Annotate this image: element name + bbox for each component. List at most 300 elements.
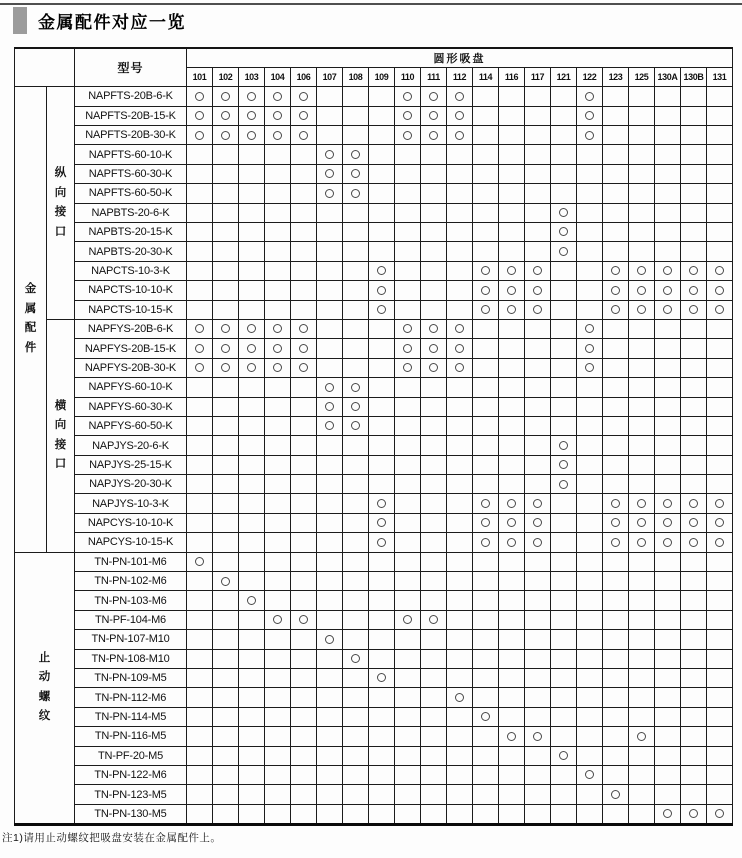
- mark-cell-117: [525, 242, 551, 261]
- mark-cell-104: [265, 126, 291, 145]
- mark-cell-107: [317, 223, 343, 242]
- mark-cell-114: [473, 436, 499, 455]
- mark-cell-131: [707, 494, 733, 513]
- table-row: [15, 746, 733, 765]
- column-header-106: 106: [291, 67, 317, 86]
- model-cell: NAPFYS-20B-6-K: [75, 319, 187, 338]
- mark-cell-109: [369, 397, 395, 416]
- mark-cell-131: [707, 378, 733, 397]
- circle-mark-icon: [611, 499, 620, 508]
- mark-cell-101: [187, 746, 213, 765]
- mark-cell-116: [499, 378, 525, 397]
- mark-cell-103: [239, 106, 265, 125]
- mark-cell-101: [187, 87, 213, 106]
- circle-mark-icon: [299, 344, 308, 353]
- fitting-matrix-table-wrap: [14, 47, 733, 826]
- model-cell: TN-PN-130-M5: [75, 804, 187, 824]
- mark-cell-130A: [655, 184, 681, 203]
- mark-cell-112: [447, 126, 473, 145]
- mark-cell-107: [317, 552, 343, 571]
- mark-cell-108: [343, 513, 369, 532]
- circle-mark-icon: [377, 305, 386, 314]
- mark-cell-111: [421, 727, 447, 746]
- mark-cell-122: [577, 145, 603, 164]
- circle-mark-icon: [585, 344, 594, 353]
- mark-cell-116: [499, 746, 525, 765]
- mark-cell-131: [707, 746, 733, 765]
- mark-cell-109: [369, 804, 395, 824]
- mark-cell-104: [265, 145, 291, 164]
- circle-mark-icon: [273, 344, 282, 353]
- subgroup-label-char: 接: [54, 438, 67, 451]
- mark-cell-125: [629, 164, 655, 183]
- mark-cell-103: [239, 164, 265, 183]
- mark-cell-109: [369, 184, 395, 203]
- table-row: [15, 106, 733, 125]
- mark-cell-121: [551, 455, 577, 474]
- mark-cell-121: [551, 804, 577, 824]
- mark-cell-109: [369, 145, 395, 164]
- circle-mark-icon: [351, 654, 360, 663]
- mark-cell-130B: [681, 164, 707, 183]
- mark-cell-121: [551, 669, 577, 688]
- mark-cell-110: [395, 126, 421, 145]
- mark-cell-104: [265, 455, 291, 474]
- mark-cell-112: [447, 727, 473, 746]
- circle-mark-icon: [585, 324, 594, 333]
- circle-mark-icon: [195, 344, 204, 353]
- table-row: [15, 242, 733, 261]
- circle-mark-icon: [273, 324, 282, 333]
- mark-cell-104: [265, 707, 291, 726]
- mark-cell-112: [447, 203, 473, 222]
- mark-cell-130B: [681, 87, 707, 106]
- mark-cell-130A: [655, 552, 681, 571]
- mark-cell-112: [447, 378, 473, 397]
- mark-cell-130A: [655, 87, 681, 106]
- circle-mark-icon: [507, 538, 516, 547]
- mark-cell-114: [473, 455, 499, 474]
- mark-cell-125: [629, 300, 655, 319]
- mark-cell-103: [239, 242, 265, 261]
- mark-cell-131: [707, 87, 733, 106]
- mark-cell-112: [447, 339, 473, 358]
- circle-mark-icon: [455, 92, 464, 101]
- mark-cell-107: [317, 494, 343, 513]
- mark-cell-121: [551, 475, 577, 494]
- mark-cell-109: [369, 649, 395, 668]
- mark-cell-122: [577, 533, 603, 552]
- mark-cell-112: [447, 533, 473, 552]
- circle-mark-icon: [403, 92, 412, 101]
- mark-cell-102: [213, 765, 239, 784]
- circle-mark-icon: [663, 305, 672, 314]
- mark-cell-101: [187, 164, 213, 183]
- mark-cell-108: [343, 785, 369, 804]
- mark-cell-131: [707, 358, 733, 377]
- mark-cell-104: [265, 184, 291, 203]
- mark-cell-121: [551, 610, 577, 629]
- group-label-char: 动: [38, 671, 51, 684]
- mark-cell-130B: [681, 804, 707, 824]
- table-row: [15, 164, 733, 183]
- mark-cell-130A: [655, 688, 681, 707]
- mark-cell-122: [577, 281, 603, 300]
- mark-cell-107: [317, 475, 343, 494]
- mark-cell-121: [551, 707, 577, 726]
- mark-cell-122: [577, 572, 603, 591]
- mark-cell-107: [317, 746, 343, 765]
- mark-cell-116: [499, 804, 525, 824]
- mark-cell-104: [265, 785, 291, 804]
- mark-cell-103: [239, 572, 265, 591]
- table-row: [15, 436, 733, 455]
- mark-cell-117: [525, 126, 551, 145]
- mark-cell-121: [551, 339, 577, 358]
- mark-cell-109: [369, 436, 395, 455]
- mark-cell-125: [629, 339, 655, 358]
- mark-cell-116: [499, 688, 525, 707]
- table-row: [15, 610, 733, 629]
- mark-cell-102: [213, 513, 239, 532]
- mark-cell-111: [421, 591, 447, 610]
- mark-cell-110: [395, 513, 421, 532]
- mark-cell-112: [447, 242, 473, 261]
- mark-cell-110: [395, 785, 421, 804]
- mark-cell-112: [447, 552, 473, 571]
- circle-mark-icon: [429, 131, 438, 140]
- mark-cell-131: [707, 281, 733, 300]
- mark-cell-114: [473, 765, 499, 784]
- circle-mark-icon: [533, 305, 542, 314]
- mark-cell-125: [629, 436, 655, 455]
- mark-cell-109: [369, 455, 395, 474]
- mark-cell-117: [525, 339, 551, 358]
- mark-cell-110: [395, 281, 421, 300]
- mark-cell-116: [499, 223, 525, 242]
- mark-cell-107: [317, 397, 343, 416]
- mark-cell-121: [551, 572, 577, 591]
- mark-cell-125: [629, 223, 655, 242]
- mark-cell-117: [525, 203, 551, 222]
- mark-cell-114: [473, 416, 499, 435]
- mark-cell-101: [187, 300, 213, 319]
- mark-cell-125: [629, 669, 655, 688]
- mark-cell-130B: [681, 145, 707, 164]
- table-row: [15, 630, 733, 649]
- column-header-130A: 130A: [655, 67, 681, 86]
- mark-cell-110: [395, 475, 421, 494]
- mark-cell-104: [265, 106, 291, 125]
- mark-cell-101: [187, 416, 213, 435]
- mark-cell-101: [187, 572, 213, 591]
- table-row: [15, 552, 733, 571]
- mark-cell-111: [421, 397, 447, 416]
- mark-cell-107: [317, 610, 343, 629]
- mark-cell-123: [603, 281, 629, 300]
- circle-mark-icon: [247, 596, 256, 605]
- mark-cell-101: [187, 591, 213, 610]
- mark-cell-111: [421, 746, 447, 765]
- mark-cell-125: [629, 785, 655, 804]
- mark-cell-114: [473, 358, 499, 377]
- mark-cell-102: [213, 126, 239, 145]
- mark-cell-123: [603, 203, 629, 222]
- mark-cell-117: [525, 727, 551, 746]
- mark-cell-104: [265, 281, 291, 300]
- column-header-110: 110: [395, 67, 421, 86]
- mark-cell-131: [707, 223, 733, 242]
- mark-cell-106: [291, 649, 317, 668]
- table-row: [15, 649, 733, 668]
- mark-cell-130B: [681, 649, 707, 668]
- mark-cell-122: [577, 184, 603, 203]
- mark-cell-116: [499, 765, 525, 784]
- circle-mark-icon: [689, 809, 698, 818]
- mark-cell-112: [447, 184, 473, 203]
- model-cell: NAPJYS-20-30-K: [75, 475, 187, 494]
- mark-cell-109: [369, 203, 395, 222]
- mark-cell-130B: [681, 397, 707, 416]
- model-cell: TN-PF-20-M5: [75, 746, 187, 765]
- circle-mark-icon: [663, 518, 672, 527]
- mark-cell-101: [187, 513, 213, 532]
- subgroup-label-char: 横: [54, 399, 67, 412]
- mark-cell-123: [603, 184, 629, 203]
- mark-cell-123: [603, 727, 629, 746]
- mark-cell-116: [499, 513, 525, 532]
- mark-cell-130B: [681, 669, 707, 688]
- mark-cell-122: [577, 358, 603, 377]
- mark-cell-110: [395, 552, 421, 571]
- circle-mark-icon: [195, 131, 204, 140]
- mark-cell-114: [473, 610, 499, 629]
- mark-cell-130B: [681, 300, 707, 319]
- column-header-111: 111: [421, 67, 447, 86]
- circle-mark-icon: [299, 615, 308, 624]
- mark-cell-121: [551, 358, 577, 377]
- mark-cell-125: [629, 106, 655, 125]
- mark-cell-108: [343, 416, 369, 435]
- mark-cell-117: [525, 164, 551, 183]
- mark-cell-108: [343, 727, 369, 746]
- mark-cell-121: [551, 649, 577, 668]
- mark-cell-107: [317, 513, 343, 532]
- mark-cell-111: [421, 630, 447, 649]
- mark-cell-116: [499, 416, 525, 435]
- mark-cell-125: [629, 649, 655, 668]
- mark-cell-131: [707, 475, 733, 494]
- mark-cell-102: [213, 436, 239, 455]
- mark-cell-117: [525, 436, 551, 455]
- table-row: [15, 126, 733, 145]
- mark-cell-109: [369, 126, 395, 145]
- mark-cell-112: [447, 591, 473, 610]
- circle-mark-icon: [611, 790, 620, 799]
- circle-mark-icon: [247, 131, 256, 140]
- mark-cell-111: [421, 610, 447, 629]
- mark-cell-111: [421, 106, 447, 125]
- mark-cell-110: [395, 591, 421, 610]
- circle-mark-icon: [247, 363, 256, 372]
- mark-cell-106: [291, 727, 317, 746]
- mark-cell-117: [525, 261, 551, 280]
- table-row: [15, 261, 733, 280]
- circle-mark-icon: [377, 518, 386, 527]
- mark-cell-114: [473, 339, 499, 358]
- table-row: [15, 300, 733, 319]
- mark-cell-125: [629, 746, 655, 765]
- column-header-108: 108: [343, 67, 369, 86]
- mark-cell-106: [291, 300, 317, 319]
- mark-cell-103: [239, 223, 265, 242]
- mark-cell-121: [551, 785, 577, 804]
- mark-cell-121: [551, 688, 577, 707]
- mark-cell-117: [525, 552, 551, 571]
- mark-cell-131: [707, 591, 733, 610]
- mark-cell-131: [707, 242, 733, 261]
- mark-cell-125: [629, 765, 655, 784]
- circle-mark-icon: [481, 286, 490, 295]
- mark-cell-122: [577, 804, 603, 824]
- circle-mark-icon: [585, 770, 594, 779]
- model-cell: TN-PN-103-M6: [75, 591, 187, 610]
- circle-mark-icon: [351, 150, 360, 159]
- mark-cell-123: [603, 378, 629, 397]
- mark-cell-104: [265, 533, 291, 552]
- mark-cell-101: [187, 145, 213, 164]
- mark-cell-131: [707, 455, 733, 474]
- circle-mark-icon: [403, 324, 412, 333]
- mark-cell-131: [707, 765, 733, 784]
- mark-cell-104: [265, 746, 291, 765]
- mark-cell-110: [395, 378, 421, 397]
- mark-cell-131: [707, 552, 733, 571]
- mark-cell-116: [499, 649, 525, 668]
- mark-cell-106: [291, 164, 317, 183]
- mark-cell-121: [551, 494, 577, 513]
- mark-cell-122: [577, 552, 603, 571]
- column-header-131: 131: [707, 67, 733, 86]
- model-cell: TN-PN-112-M6: [75, 688, 187, 707]
- mark-cell-108: [343, 455, 369, 474]
- mark-cell-108: [343, 475, 369, 494]
- circle-mark-icon: [195, 363, 204, 372]
- mark-cell-117: [525, 358, 551, 377]
- mark-cell-107: [317, 261, 343, 280]
- mark-cell-117: [525, 455, 551, 474]
- circle-mark-icon: [533, 518, 542, 527]
- mark-cell-117: [525, 145, 551, 164]
- mark-cell-109: [369, 300, 395, 319]
- circle-mark-icon: [611, 286, 620, 295]
- circle-mark-icon: [715, 305, 724, 314]
- mark-cell-116: [499, 339, 525, 358]
- mark-cell-112: [447, 649, 473, 668]
- circle-mark-icon: [481, 266, 490, 275]
- mark-cell-130B: [681, 572, 707, 591]
- mark-cell-123: [603, 416, 629, 435]
- mark-cell-107: [317, 455, 343, 474]
- mark-cell-122: [577, 591, 603, 610]
- mark-cell-109: [369, 785, 395, 804]
- mark-cell-108: [343, 164, 369, 183]
- circle-mark-icon: [299, 92, 308, 101]
- mark-cell-112: [447, 630, 473, 649]
- circle-mark-icon: [377, 266, 386, 275]
- mark-cell-102: [213, 223, 239, 242]
- mark-cell-121: [551, 765, 577, 784]
- mark-cell-123: [603, 223, 629, 242]
- table-row: [15, 804, 733, 824]
- mark-cell-112: [447, 688, 473, 707]
- circle-mark-icon: [689, 499, 698, 508]
- model-cell: NAPFYS-20B-30-K: [75, 358, 187, 377]
- mark-cell-109: [369, 223, 395, 242]
- mark-cell-109: [369, 591, 395, 610]
- mark-cell-125: [629, 455, 655, 474]
- mark-cell-106: [291, 145, 317, 164]
- mark-cell-122: [577, 242, 603, 261]
- mark-cell-130A: [655, 319, 681, 338]
- mark-cell-103: [239, 649, 265, 668]
- mark-cell-106: [291, 610, 317, 629]
- mark-cell-107: [317, 707, 343, 726]
- table-row: [15, 533, 733, 552]
- mark-cell-114: [473, 804, 499, 824]
- mark-cell-123: [603, 455, 629, 474]
- mark-cell-117: [525, 378, 551, 397]
- mark-cell-121: [551, 184, 577, 203]
- mark-cell-109: [369, 339, 395, 358]
- circle-mark-icon: [403, 363, 412, 372]
- mark-cell-103: [239, 203, 265, 222]
- mark-cell-109: [369, 494, 395, 513]
- mark-cell-102: [213, 106, 239, 125]
- circle-mark-icon: [715, 286, 724, 295]
- mark-cell-114: [473, 572, 499, 591]
- circle-mark-icon: [481, 305, 490, 314]
- model-cell: NAPFYS-60-10-K: [75, 378, 187, 397]
- circle-mark-icon: [611, 266, 620, 275]
- mark-cell-108: [343, 378, 369, 397]
- mark-cell-123: [603, 591, 629, 610]
- mark-cell-108: [343, 610, 369, 629]
- mark-cell-106: [291, 707, 317, 726]
- circle-mark-icon: [403, 131, 412, 140]
- mark-cell-103: [239, 126, 265, 145]
- mark-cell-112: [447, 494, 473, 513]
- mark-cell-117: [525, 630, 551, 649]
- mark-cell-116: [499, 494, 525, 513]
- mark-cell-117: [525, 300, 551, 319]
- model-cell: NAPFTS-20B-15-K: [75, 106, 187, 125]
- mark-cell-110: [395, 145, 421, 164]
- mark-cell-101: [187, 669, 213, 688]
- circle-mark-icon: [195, 557, 204, 566]
- mark-cell-117: [525, 494, 551, 513]
- mark-cell-106: [291, 552, 317, 571]
- mark-cell-104: [265, 572, 291, 591]
- mark-cell-121: [551, 281, 577, 300]
- mark-cell-130B: [681, 591, 707, 610]
- circle-mark-icon: [637, 266, 646, 275]
- mark-cell-110: [395, 203, 421, 222]
- mark-cell-110: [395, 630, 421, 649]
- mark-cell-130A: [655, 261, 681, 280]
- mark-cell-101: [187, 707, 213, 726]
- mark-cell-122: [577, 494, 603, 513]
